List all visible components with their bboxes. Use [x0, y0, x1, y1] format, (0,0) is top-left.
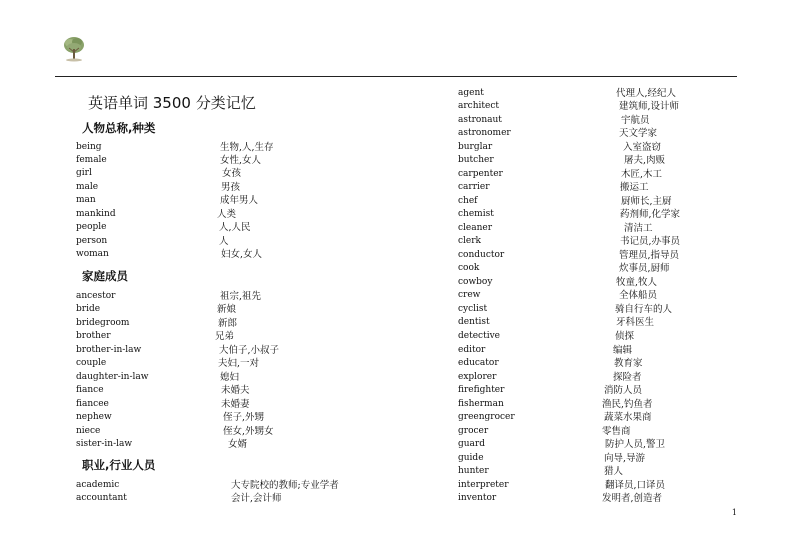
vocab-word: woman [76, 249, 109, 259]
vocab-meaning: 药剂师,化学家 [620, 209, 681, 220]
vocab-meaning: 人,人民 [219, 222, 251, 233]
vocab-word: female [76, 155, 107, 165]
vocab-meaning: 夫妇,一对 [218, 358, 260, 369]
vocab-word: mankind [76, 209, 116, 219]
vocab-meaning: 会计,会计师 [231, 493, 282, 504]
vocab-word: explorer [458, 372, 497, 382]
vocab-meaning: 大专院校的教师;专业学者 [231, 480, 339, 491]
vocab-meaning: 侄女,外甥女 [223, 426, 274, 437]
vocab-meaning: 兄弟 [215, 331, 235, 342]
vocab-word: bridegroom [76, 318, 130, 328]
vocab-word: bride [76, 304, 101, 314]
page-number: 1 [731, 508, 737, 517]
vocab-word: brother [76, 331, 111, 341]
vocab-word: being [76, 142, 102, 152]
vocab-word: astronaut [458, 115, 502, 125]
vocab-word: man [76, 195, 96, 205]
vocab-word: editor [458, 345, 486, 355]
vocab-word: conductor [458, 250, 505, 260]
vocab-word: male [76, 182, 99, 192]
vocab-word: sister-in-law [76, 439, 133, 449]
vocab-meaning: 猎人 [604, 466, 624, 477]
vocab-meaning: 人类 [217, 209, 237, 220]
vocab-meaning: 新郎 [218, 318, 238, 329]
vocab-word: people [76, 222, 107, 232]
vocab-word: fiancee [76, 399, 109, 409]
vocab-word: cowboy [458, 277, 493, 287]
vocab-word: fisherman [458, 399, 504, 409]
vocab-meaning: 木匠,木工 [621, 169, 663, 180]
vocab-meaning: 祖宗,祖先 [220, 291, 262, 302]
vocab-meaning: 探险者 [613, 372, 642, 383]
vocab-meaning: 女性,女人 [220, 155, 262, 166]
vocab-word: chef [458, 196, 478, 206]
vocab-word: carpenter [458, 169, 503, 179]
vocab-meaning: 厨师长,主厨 [621, 196, 672, 207]
vocab-word: niece [76, 426, 101, 436]
vocab-word: brother-in-law [76, 345, 142, 355]
section-heading-occupation: 职业,行业人员 [82, 458, 156, 472]
vocab-meaning: 侦探 [615, 331, 635, 342]
vocab-meaning: 男孩 [221, 182, 241, 193]
vocab-word: guide [458, 453, 484, 463]
vocab-word: detective [458, 331, 500, 341]
vocab-word: firefighter [458, 385, 505, 395]
vocab-word: guard [458, 439, 485, 449]
vocab-word: educator [458, 358, 499, 368]
vocab-meaning: 侄子,外甥 [223, 412, 265, 423]
vocab-word: carrier [458, 182, 490, 192]
section-heading-people: 人物总称,种类 [82, 121, 156, 135]
vocab-meaning: 大伯子,小叔子 [219, 345, 280, 356]
vocab-meaning: 屠夫,肉贩 [624, 155, 666, 166]
vocab-meaning: 编辑 [613, 345, 633, 356]
vocab-meaning: 天文学家 [619, 128, 658, 139]
vocab-meaning: 发明者,创造者 [602, 493, 663, 504]
vocab-meaning: 建筑师,设计师 [619, 101, 680, 112]
tree-logo-icon [62, 36, 86, 64]
vocab-word: interpreter [458, 480, 509, 490]
vocab-meaning: 全体船员 [619, 290, 658, 301]
vocab-word: academic [76, 480, 120, 490]
vocab-word: clerk [458, 236, 482, 246]
vocab-meaning: 消防人员 [604, 385, 643, 396]
vocab-word: crew [458, 290, 481, 300]
vocab-word: architect [458, 101, 499, 111]
vocab-meaning: 骑自行车的人 [615, 304, 673, 315]
vocab-word: astronomer [458, 128, 511, 138]
vocab-meaning: 宇航员 [621, 115, 650, 126]
vocab-meaning: 向导,导游 [604, 453, 646, 464]
vocab-meaning: 零售商 [602, 426, 631, 437]
vocab-meaning: 搬运工 [620, 182, 649, 193]
vocab-meaning: 书记员,办事员 [620, 236, 681, 247]
vocab-word: girl [76, 168, 92, 178]
vocab-meaning: 人 [219, 236, 229, 247]
vocab-word: agent [458, 88, 484, 98]
vocab-word: accountant [76, 493, 127, 503]
vocab-meaning: 新娘 [217, 304, 237, 315]
vocab-word: couple [76, 358, 107, 368]
vocab-meaning: 翻译员,口译员 [605, 480, 666, 491]
vocab-meaning: 生物,人,生存 [220, 142, 274, 153]
vocab-meaning: 管理员,指导员 [619, 250, 680, 261]
vocab-word: greengrocer [458, 412, 515, 422]
vocab-meaning: 防护人员,警卫 [605, 439, 666, 450]
vocab-word: cleaner [458, 223, 493, 233]
vocab-meaning: 未婚妻 [221, 399, 250, 410]
vocab-word: person [76, 236, 108, 246]
vocab-word: chemist [458, 209, 494, 219]
vocab-word: fiance [76, 385, 104, 395]
vocab-meaning: 女婿 [228, 439, 248, 450]
vocab-word: grocer [458, 426, 489, 436]
section-heading-family: 家庭成员 [82, 269, 128, 283]
vocab-meaning: 渔民,钓鱼者 [602, 399, 653, 410]
vocab-meaning: 牧童,牧人 [616, 277, 658, 288]
vocab-word: butcher [458, 155, 494, 165]
vocab-word: inventor [458, 493, 497, 503]
vocab-word: burglar [458, 142, 493, 152]
vocab-word: hunter [458, 466, 489, 476]
page-title: 英语单词 3500 分类记忆 [88, 94, 256, 112]
header-rule [55, 76, 737, 77]
vocab-meaning: 炊事员,厨师 [619, 263, 670, 274]
vocab-meaning: 媳妇 [220, 372, 240, 383]
vocab-word: dentist [458, 317, 490, 327]
vocab-word: ancestor [76, 291, 116, 301]
vocab-meaning: 蔬菜水果商 [604, 412, 652, 423]
vocab-word: nephew [76, 412, 112, 422]
vocab-meaning: 入室盗窃 [623, 142, 662, 153]
vocab-meaning: 未婚夫 [221, 385, 250, 396]
vocab-meaning: 妇女,女人 [221, 249, 263, 260]
vocab-meaning: 清洁工 [624, 223, 653, 234]
vocab-meaning: 女孩 [222, 168, 242, 179]
vocab-word: daughter-in-law [76, 372, 149, 382]
vocab-meaning: 成年男人 [220, 195, 259, 206]
vocab-word: cook [458, 263, 480, 273]
vocab-word: cyclist [458, 304, 488, 314]
vocab-meaning: 牙科医生 [616, 317, 655, 328]
vocab-meaning: 代理人,经纪人 [616, 88, 677, 99]
vocab-meaning: 教育家 [614, 358, 643, 369]
